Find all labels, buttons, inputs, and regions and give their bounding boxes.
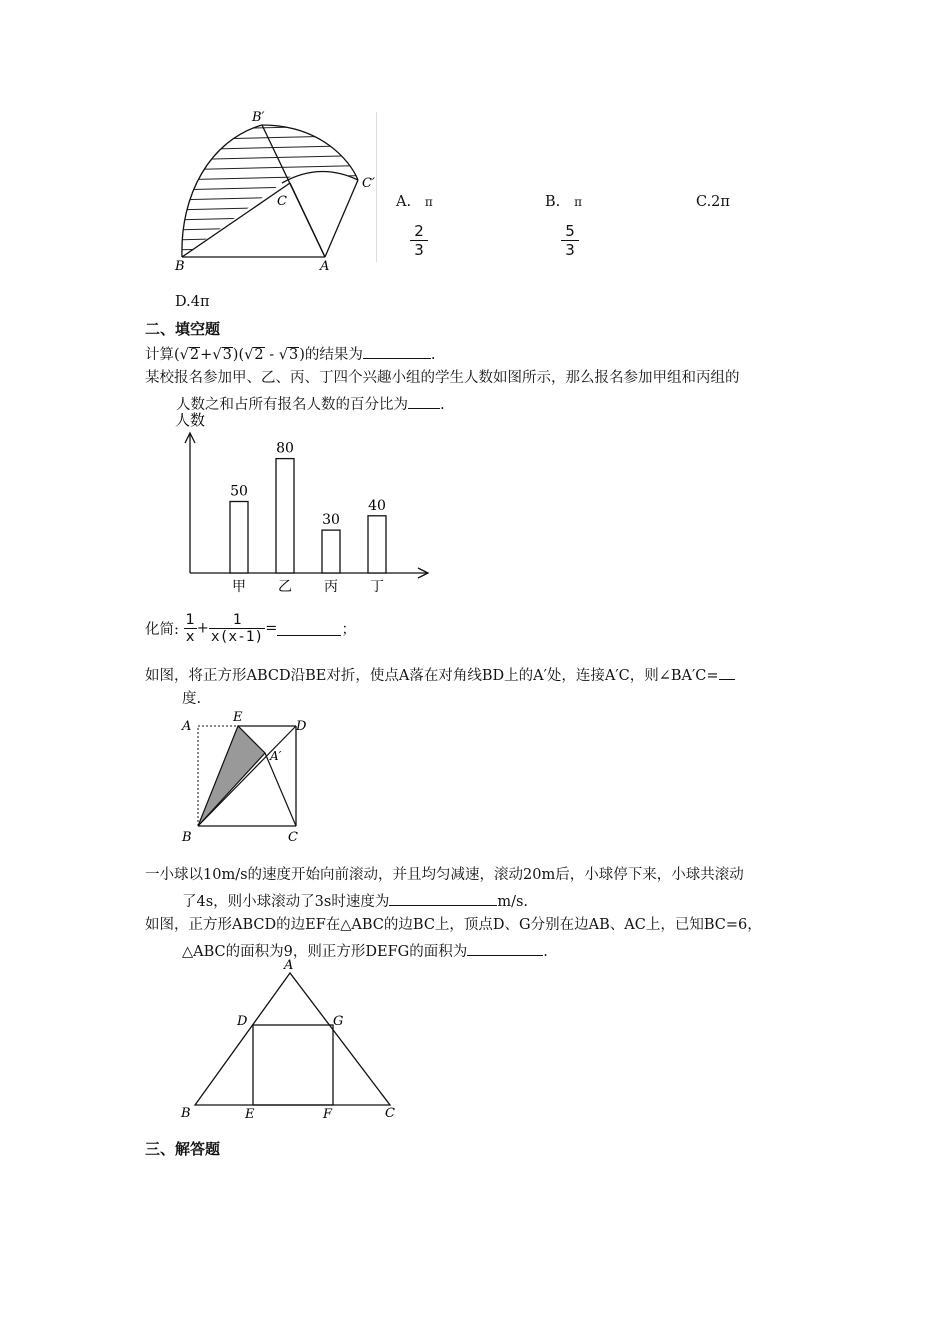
q6-line1: 如图，正方形ABCD的边EF在△ABC的边BC上，顶点D、G分别在边AB、AC上，已知BC=6， <box>145 917 762 933</box>
label-e: E <box>233 710 243 725</box>
label-c: C <box>277 194 287 209</box>
bar-category-label: 甲 <box>232 579 246 595</box>
label-a: A <box>284 958 294 973</box>
q3-fraction-2: $\frac{1}{x(x-1)}$ <box>210 612 264 645</box>
q3-text: 化简: $\frac{1}{x}$ + $\frac{1}{x(x-1)}$ = ； <box>145 612 356 645</box>
label-b: B <box>175 259 185 270</box>
label-f: F <box>323 1107 333 1122</box>
rotation-figure <box>170 105 385 270</box>
label-g: G <box>333 1014 344 1029</box>
q5-line2: 了4s，则小球滚动了3s时速度为 m/s. <box>182 891 528 911</box>
q1-answer-blank[interactable] <box>363 344 431 359</box>
q3-answer-blank[interactable] <box>277 621 341 636</box>
q6-line2: △ABC的面积为9，则正方形DEFG的面积为 . <box>182 941 548 961</box>
label-b-prime: B′ <box>252 110 265 125</box>
q2-line1: 某校报名参加甲、乙、丙、丁四个兴趣小组的学生人数如图所示，那么报名参加甲组和丙组的 <box>145 370 740 386</box>
q3-fraction-1: $\frac{1}{x}$ <box>185 612 195 645</box>
label-b: B <box>181 1106 191 1121</box>
label-a: A <box>182 719 192 734</box>
option-a: A. π <box>396 194 433 210</box>
label-c-prime: C′ <box>362 176 375 191</box>
option-b: B. π <box>545 194 582 210</box>
label-a: A <box>320 259 330 270</box>
bar-乙 <box>276 459 294 573</box>
section3-title: 三、解答题 <box>145 1140 221 1158</box>
q5-line1: 一小球以10m/s的速度开始向前滚动，并且均匀减速，滚动20m后，小球停下来，小球共滚动 <box>145 867 744 883</box>
bar-category-label: 丙 <box>324 579 338 595</box>
option-b-fraction: 5 3 <box>561 222 579 259</box>
label-e: E <box>245 1107 255 1122</box>
q5-answer-blank[interactable] <box>389 891 497 906</box>
q6-answer-blank[interactable] <box>467 941 543 956</box>
q1-text: 计算(√2+√3)(√2 - √3)的结果为 . <box>145 344 436 364</box>
y-axis-label: 人数 <box>175 411 206 429</box>
bar-category-label: 乙 <box>278 579 292 595</box>
square-fold-figure <box>178 708 310 845</box>
label-d: D <box>237 1014 248 1029</box>
bar-甲 <box>230 502 248 574</box>
bar-value-label: 50 <box>230 483 248 500</box>
bar-value-label: 80 <box>276 440 294 457</box>
bar-丁 <box>368 516 386 573</box>
triangle-square-figure <box>175 955 410 1125</box>
bar-category-label: 丁 <box>370 579 384 595</box>
bar-chart <box>170 405 435 600</box>
bar-value-label: 30 <box>322 512 340 529</box>
q4-line2: 度. <box>182 691 202 707</box>
option-c: C.2π <box>696 194 730 210</box>
label-c: C <box>385 1106 395 1121</box>
section2-title: 二、填空题 <box>145 320 221 338</box>
option-a-fraction: 2 3 <box>410 222 428 259</box>
label-a-prime: A′ <box>270 749 282 763</box>
bar-value-label: 40 <box>368 497 386 514</box>
figure-divider <box>376 112 377 262</box>
option-d: D.4π <box>175 294 210 310</box>
label-b: B <box>182 830 192 845</box>
label-c: C <box>288 830 298 845</box>
bar-丙 <box>322 530 340 573</box>
q2-line2: 人数之和占所有报名人数的百分比为 . <box>176 394 445 414</box>
q4-line1: 如图，将正方形ABCD沿BE对折，使点A落在对角线BD上的A′处，连接A′C，则∠BA′C= <box>145 665 735 685</box>
q4-answer-blank[interactable] <box>719 665 735 680</box>
shaded-triangle <box>198 726 265 826</box>
label-d: D <box>296 719 307 734</box>
